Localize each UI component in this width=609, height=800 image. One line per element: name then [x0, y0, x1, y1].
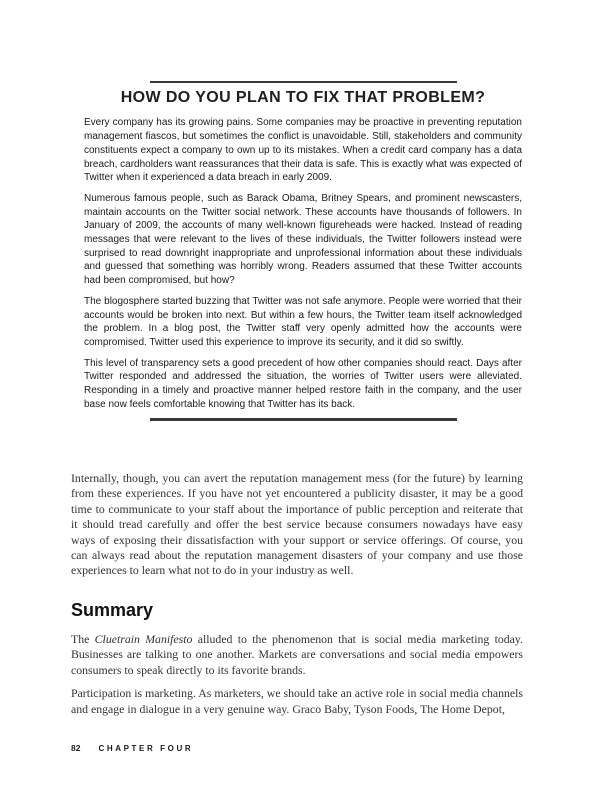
sidebar-paragraph: This level of transparency sets a good precedent of how other companies should react. Days after Twitter responded and addressed the situation, the worries of Twitter users were alleviated. Responding in a timely and proactive manner helped restore faith in the company, and the user base now feels comfortable knowing that Twitter has its back. — [84, 357, 522, 410]
summary-paragraph: Participation is marketing. As marketers, we should take an active role in social media channels and engage in dialogue in a very genuine way. Graco Baby, Tyson Foods, The Home Depot, — [71, 686, 523, 716]
sidebar-paragraph: The blogosphere started buzzing that Twitter was not safe anymore. People were worried that their accounts would be broken into next. But within a few hours, the Twitter team itself acknowledged the problem. In a blog post, the Twitter staff very openly admitted how the accounts were compromised. Twitter used this experience to improve its security, and it did so swiftly. — [84, 295, 522, 348]
sidebar-box — [84, 81, 522, 421]
body-paragraph: Internally, though, you can avert the reputation management mess (for the future) by learning from these experiences. If you have not yet encountered a publicity disaster, it may be a good time to communicate to your staff about the importance of public perception and reiterate that it should tread carefully and offer the best service because consumers nowadays have easy ways of exposing their dissatisfaction with your support or service offerings. Of course, you can always read about the reputation management disasters of your company and use those experiences to learn what not to do in your industry as well. — [71, 471, 523, 578]
body-text-section — [71, 471, 523, 587]
summary-paragraph — [71, 632, 523, 678]
sidebar-title: HOW DO YOU PLAN TO FIX THAT PROBLEM? — [120, 89, 486, 107]
sidebar-top-rule — [150, 81, 457, 83]
summary-heading: Summary — [71, 600, 154, 620]
sidebar-paragraph: Numerous famous people, such as Barack Obama, Britney Spears, and prominent newscasters, maintain accounts on the Twitter social network. These accounts have thousands of followers. In January of 2009, the accounts of many well-known figureheads were hacked. Instead of reading messages that were relevant to the lives of these individuals, the Twitter followers instead were surprised to read downright inappropriate and unprofessional information about these individuals and guessed that something was horribly wrong. Readers assumed that these Twitter accounts had been compromised, but how? — [84, 192, 522, 287]
sidebar-paragraph: Every company has its growing pains. Some companies may be proactive in preventing reputation management fiascos, but sometimes the conflict is unavoidable. Still, stakeholders and community constituents expect a company to own up to its mistakes. When a credit card company has a data breach, cardholders want reassurances that their data is safe. This is exactly what was expected of Twitter when it experienced a data breach in early 2009. — [84, 117, 522, 184]
sidebar-bottom-rule — [150, 418, 457, 420]
summary-p1-post: alluded to the phenomenon that is social media marketing today. Businesses are talking to one another. Markets are conversations and social media empowers consumers to speak directly to its favorite brands. — [71, 632, 524, 677]
page-number: 82 — [71, 743, 81, 753]
chapter-label: CHAPTER FOUR — [98, 744, 194, 753]
book-title-italic: Cluetrain Manifesto — [94, 632, 193, 646]
summary-section — [71, 600, 523, 725]
page-footer — [71, 738, 193, 756]
summary-p1-pre: The — [71, 632, 95, 646]
